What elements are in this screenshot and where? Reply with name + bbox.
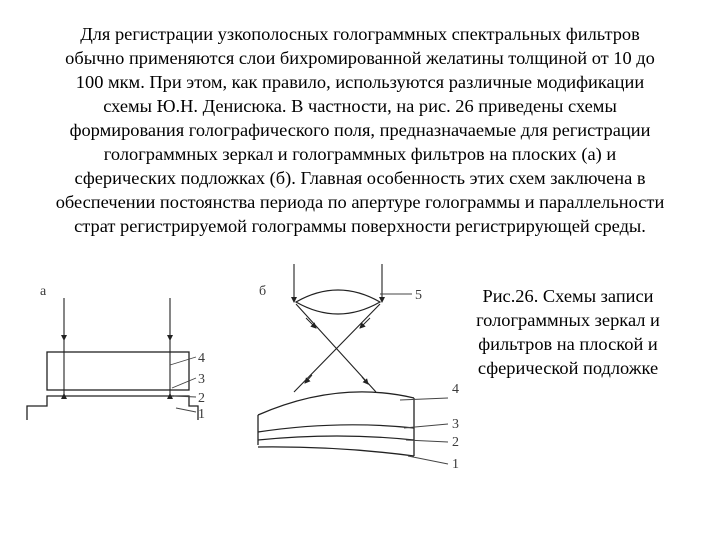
figure-a-number-4: 4 [198,351,205,366]
leader-b-4 [400,398,448,400]
figure-b-number-1: 1 [452,457,459,472]
figure-b-number-4: 4 [452,382,459,397]
leader-a-2 [174,396,196,397]
figure-a-number-2: 2 [198,391,205,406]
caption-line: Рис.26. Схемы записи [482,286,654,306]
caption-line: сферической подложке [477,358,659,378]
figure-b-label: б [259,284,267,299]
paragraph-line: обеспечении постоянства периода по апертуре голограммы и параллельности [55,192,665,212]
lens-5 [296,290,380,314]
paragraph-line: 100 мкм. При этом, как правило, используются различные модификации [75,72,645,92]
figure-a-number-1: 1 [198,407,205,422]
leader-a-1 [176,408,196,412]
layer-b-2 [258,436,414,440]
leader-a-3 [172,378,196,388]
layer-b-3 [258,425,414,432]
lens-number-5: 5 [415,288,422,303]
caption-line: фильтров на плоской и [478,334,658,354]
leader-b-2 [406,440,448,442]
paragraph-line: голограммных зеркал и голограммных фильтров на плоских (а) и [103,144,617,164]
beam-converge-right [294,304,380,392]
cover-layer-b-4 [258,392,414,415]
substrate-1 [27,396,198,420]
paragraph-line: схемы Ю.Н. Денисюка. В частности, на рис. 26 приведены схемы [103,96,617,116]
beam-arrow-1 [306,318,316,328]
figure-a-number-3: 3 [198,372,205,387]
figure-b-spherical-scheme [258,264,459,472]
beam-arrow-4 [362,377,368,384]
paragraph-line: формирования голографического поля, предназначаемые для регистрации [69,120,651,140]
substrate-b-1 [258,447,414,456]
figure-a-flat-scheme [27,284,205,422]
cover-layer-4 [47,352,189,390]
paragraph-line: страт регистрируемой голограммы поверхности регистрирующей среды. [74,216,646,236]
leader-b-3 [404,424,448,428]
figure-b-number-2: 2 [452,435,459,450]
paragraph-line: обычно применяются слои бихромированной желатины толщиной от 10 до [65,48,655,68]
figure-a-label: а [40,284,47,299]
leader-b-1 [408,456,448,464]
paragraph-line: сферических подложках (б). Главная особенность этих схем заключена в [74,168,646,188]
figure-b-number-3: 3 [452,417,459,432]
caption-line: голограммных зеркал и [476,310,660,330]
paragraph-line: Для регистрации узкополосных голограммных спектральных фильтров [80,24,640,44]
leader-a-4 [170,357,196,365]
